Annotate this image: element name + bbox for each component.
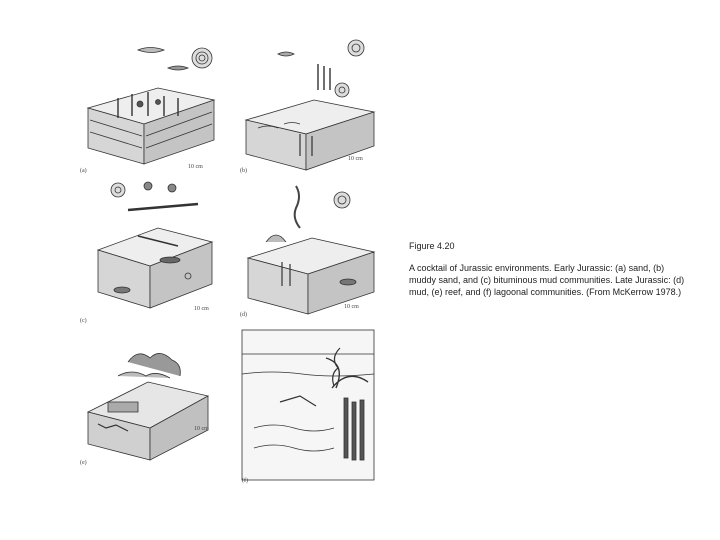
panel-a-scale-bar: 10 cm (188, 164, 203, 170)
panel-b-scale-bar: 10 cm (348, 156, 363, 162)
panel-f-illustration (240, 328, 378, 488)
panel-e-label: (e) (80, 460, 87, 466)
panel-b-illustration (238, 34, 378, 184)
figure-title: Figure 4.20 (409, 241, 455, 251)
figure-plate (74, 28, 394, 488)
panel-e-illustration (78, 332, 218, 482)
panel-d-scale-bar: 10 cm (344, 304, 359, 310)
figure-caption-text: A cocktail of Jurassic environments. Early Jurassic: (a) sand, (b) muddy sand, and (c) bituminous mud communities. Late Jurassic: (d) mud, (e) reef, and (f) lagoonal communities. (From McKerrow 1978.) (409, 263, 685, 297)
figure-caption (409, 240, 689, 298)
panel-d-label: (d) (240, 312, 247, 318)
panel-b-label: (b) (240, 168, 247, 174)
panel-c-illustration (78, 176, 218, 326)
panel-c-scale-bar: 10 cm (194, 306, 209, 312)
panel-f-label: (f) (242, 478, 248, 484)
panel-a-label: (a) (80, 168, 87, 174)
panel-d-illustration (238, 178, 378, 328)
panel-a-illustration (78, 38, 218, 188)
panel-c-label: (c) (80, 318, 87, 324)
panel-e-scale-bar: 10 cm (194, 426, 209, 432)
